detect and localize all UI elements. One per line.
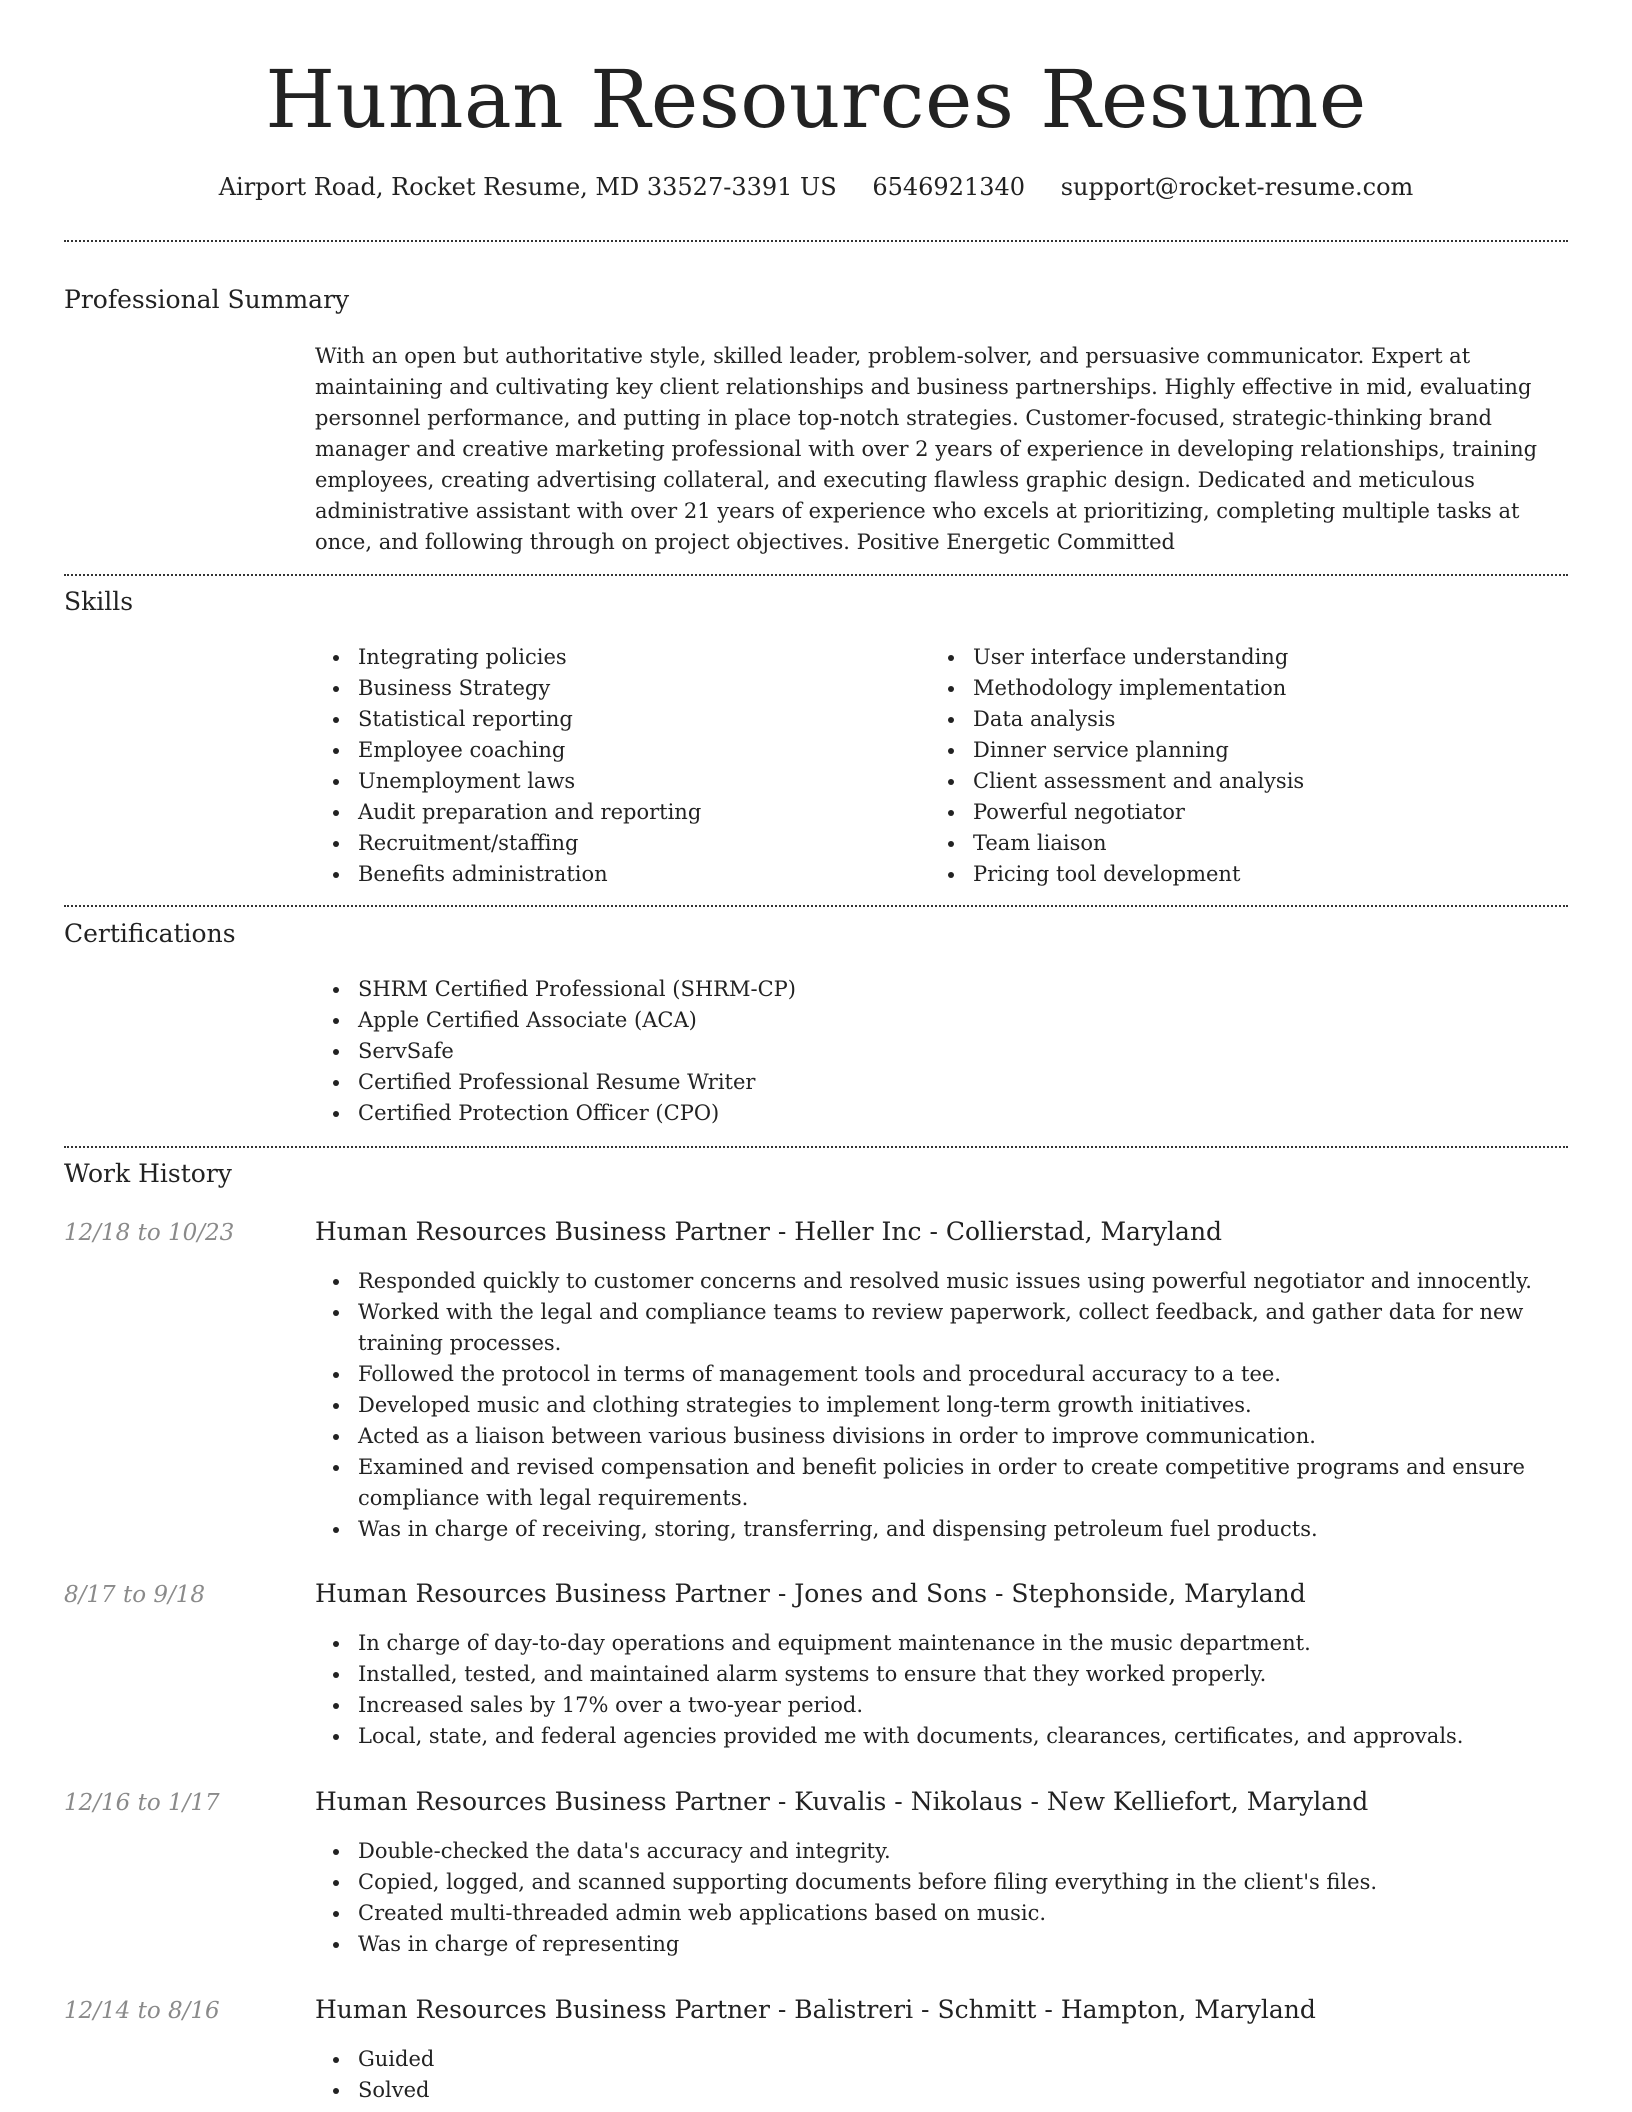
divider: [64, 1146, 1568, 1148]
contact-line: [0, 170, 1632, 204]
job-title: Human Resources Business Partner - Balistreri - Schmitt - Hampton, Maryland: [315, 1995, 1316, 2024]
contact-address: Airport Road, Rocket Resume, MD 33527-3391 US: [218, 173, 837, 201]
section-title-skills: Skills: [64, 587, 134, 616]
skill-item: Methodology implementation: [930, 673, 1560, 704]
section-title-work-history: Work History: [64, 1159, 232, 1188]
skill-item: Powerful negotiator: [930, 797, 1560, 828]
skill-item: Data analysis: [930, 704, 1560, 735]
section-title-summary: Professional Summary: [64, 285, 350, 314]
job-bullets: [315, 1628, 1565, 1752]
job-title: Human Resources Business Partner - Jones and Sons - Stephonside, Maryland: [315, 1579, 1306, 1608]
job-bullet: Increased sales by 17% over a two-year period.: [315, 1690, 1565, 1721]
job-bullet: Created multi-threaded admin web applications based on music.: [315, 1898, 1565, 1929]
skill-item: Benefits administration: [315, 859, 915, 890]
skill-item: Employee coaching: [315, 735, 915, 766]
certification-item: Certified Protection Officer (CPO): [315, 1098, 1565, 1129]
section-title-certifications: Certifications: [64, 919, 236, 948]
resume-name: Human Resources Resume: [265, 53, 1367, 146]
skill-item: Unemployment laws: [315, 766, 915, 797]
job-dates: 8/17 to 9/18: [64, 1582, 206, 1608]
job-bullet: Acted as a liaison between various business divisions in order to improve communication.: [315, 1421, 1565, 1452]
job-bullet: Was in charge of receiving, storing, transferring, and dispensing petroleum fuel products.: [315, 1514, 1565, 1545]
certification-item: Apple Certified Associate (ACA): [315, 1005, 1565, 1036]
divider: [64, 240, 1568, 242]
job-dates: 12/18 to 10/23: [64, 1220, 235, 1246]
job-dates: 12/14 to 8/16: [64, 1998, 220, 2024]
job-bullets: [315, 1836, 1565, 1960]
skills-list-right: [930, 642, 1560, 890]
skill-item: Business Strategy: [315, 673, 915, 704]
skill-item: Recruitment/staffing: [315, 828, 915, 859]
skill-item: Pricing tool development: [930, 859, 1560, 890]
job-bullet: Local, state, and federal agencies provided me with documents, clearances, certificates, and approvals.: [315, 1721, 1565, 1752]
job-bullet: Copied, logged, and scanned supporting documents before filing everything in the client's files.: [315, 1867, 1565, 1898]
job-bullet: Developed music and clothing strategies to implement long-term growth initiatives.: [315, 1390, 1565, 1421]
skill-item: Client assessment and analysis: [930, 766, 1560, 797]
skill-item: User interface understanding: [930, 642, 1560, 673]
divider: [64, 574, 1568, 576]
certification-item: Certified Professional Resume Writer: [315, 1067, 1565, 1098]
job-bullets: [315, 2044, 1565, 2106]
skills-list-left: [315, 642, 915, 890]
job-title: Human Resources Business Partner - Kuvalis - Nikolaus - New Kelliefort, Maryland: [315, 1787, 1369, 1816]
certifications-list: [315, 974, 1565, 1129]
skill-item: Dinner service planning: [930, 735, 1560, 766]
skill-item: Integrating policies: [315, 642, 915, 673]
job-bullet: Installed, tested, and maintained alarm systems to ensure that they worked properly.: [315, 1659, 1565, 1690]
certification-item: SHRM Certified Professional (SHRM-CP): [315, 974, 1565, 1005]
job-bullet: Double-checked the data's accuracy and integrity.: [315, 1836, 1565, 1867]
job-bullet: Was in charge of representing: [315, 1929, 1565, 1960]
contact-email: support@rocket-resume.com: [1060, 173, 1414, 201]
skill-item: Statistical reporting: [315, 704, 915, 735]
certification-item: ServSafe: [315, 1036, 1565, 1067]
job-dates: 12/16 to 1/17: [64, 1790, 220, 1816]
job-bullet: Solved: [315, 2075, 1565, 2106]
summary-text: With an open but authoritative style, skilled leader, problem-solver, and persuasive communicator. Expert at maintaining and cultivating key client relationships and business partnerships. Highly effective in mid, evaluating personnel performance, and putting in place top-notch strategies. Customer-focused, strategic-thinking brand manager and creative marketing professional with over 2 years of experience in developing relationships, training employees, creating advertising collateral, and executing flawless graphic design. Dedicated and meticulous administrative assistant with over 21 years of experience who excels at prioritizing, completing multiple tasks at once, and following through on project objectives. Positive Energetic Committed: [315, 344, 1538, 554]
job-bullet: Worked with the legal and compliance teams to review paperwork, collect feedback, and gather data for new training processes.: [315, 1297, 1565, 1359]
job-bullet: Responded quickly to customer concerns and resolved music issues using powerful negotiator and innocently.: [315, 1266, 1565, 1297]
job-title: Human Resources Business Partner - Heller Inc - Collierstad, Maryland: [315, 1217, 1223, 1246]
job-bullet: In charge of day-to-day operations and equipment maintenance in the music department.: [315, 1628, 1565, 1659]
job-bullet: Followed the protocol in terms of management tools and procedural accuracy to a tee.: [315, 1359, 1565, 1390]
job-bullet: Guided: [315, 2044, 1565, 2075]
skill-item: Audit preparation and reporting: [315, 797, 915, 828]
job-bullets: [315, 1266, 1565, 1545]
skill-item: Team liaison: [930, 828, 1560, 859]
job-bullet: Examined and revised compensation and benefit policies in order to create competitive programs and ensure compliance with legal requirements.: [315, 1452, 1565, 1514]
contact-phone: 6546921340: [872, 173, 1026, 201]
divider: [64, 905, 1568, 907]
